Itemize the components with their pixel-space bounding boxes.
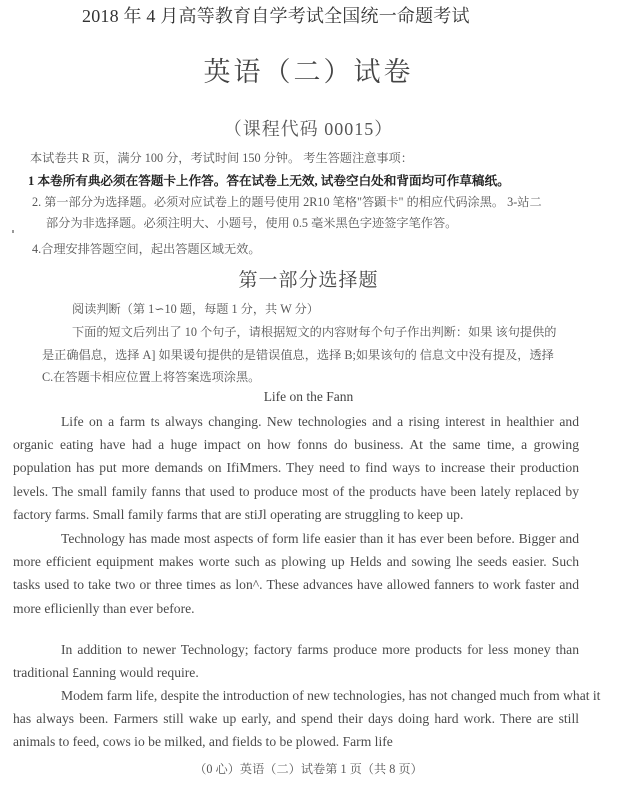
paragraph-line: traditional £anning would require. [13,665,199,681]
instruction-line-2: 是正确倡息，选择 A] 如果谖句提供的是错误值息，选择 B;如果该句的 信息文中没有提及，透择 [42,348,554,362]
paragraph-line: In addition to newer Technology; factory farms produce more products for less money than [61,642,579,657]
paragraph-line: animals to feed, cows io be milked, and fields to be plowed. Farm life [13,734,393,750]
paragraph-line: tasks used to take two or three times as lon^. These advances have allowed fanners to work faster and [13,577,579,593]
paragraph-line: population has put more demands on IfiMmers. They need to find ways to increase their production [13,460,579,476]
paragraph-line: more efficient equipment makes worte such as plowing up Helds and sowing lhe seeds easier. Such [13,554,579,570]
passage-paragraph-1 [13,410,579,526]
passage-title: Life on the Fann [263,389,354,404]
exam-title: 2018 年 4 月高等教育自学考试全国统一命题考试 [82,6,470,26]
course-code: （课程代码 00015） [223,119,394,139]
note-item-2: 2. 第一部分为选择题。必须对应试卷上的题号使用 2R10 笔格"答顕卡" 的相应代码涂黑。 3-站二 [32,195,542,209]
margin-mark [12,230,14,233]
note-item-4: 4.合理安排答题空间，起出答题区域无效。 [32,242,261,256]
paragraph-line: organic eating have had a huge impact on how fonns do business. At the same time, a growing [13,437,579,453]
paragraph-line: Life on a farm ts always changing. New technologies and a rising interest in healthier and [61,414,579,429]
passage-paragraph-3 [13,638,579,684]
paper-title: 英语（二）试卷 [203,57,414,87]
paragraph-line: Modem farm life, despite the introduction of new technologies, has not changed much from what it [61,688,601,703]
note-item-1: 1 本卷所有典必须在答题卡上作答。答在试卷上无效, 试卷空白处和背面均可作草稿纸。 [28,174,510,188]
page-footer: （0 心）英语（二）试卷第 1 页（共 8 页） [194,762,423,776]
section-title: 第一部分选择题 [238,270,379,291]
instruction-line-1: 下面的短文后列出了 10 个句子，请根据短文的内容财每个句子作出判断：如果 该句提供的 [72,325,557,339]
note-item-2-cont: 部分为非选择题。必须注明大、小题号，使用 0.5 毫米黑色字迹签字笔作答。 [46,216,458,230]
passage-paragraph-4 [13,684,601,754]
paragraph-line: Technology has made most aspects of form life easier than it has ever been before. Bigger and [61,531,579,546]
paragraph-line: has always been. Farmers still wake up early, and spend their days doing hard work. There are still [13,711,579,727]
paragraph-line: factory farms. Small family farms that are stiJl operating are struggling to keep up. [13,506,464,522]
question-heading: 阅读判断（第 1∽10 题，每题 1 分，共 W 分） [72,302,319,316]
exam-intro: 本试卷共 R 页，满分 100 分，考试时间 150 分钟。 考生答题注意事项： [30,151,413,165]
instruction-line-3: C.在答题卡相应位置上将答案选项涂黑。 [42,370,261,384]
paragraph-line: more eflicienlly than ever before. [13,600,195,616]
passage-paragraph-2 [13,527,579,620]
paragraph-line: levels. The small family fanns that used to produce most of the products have been lately replaced by [13,483,579,499]
